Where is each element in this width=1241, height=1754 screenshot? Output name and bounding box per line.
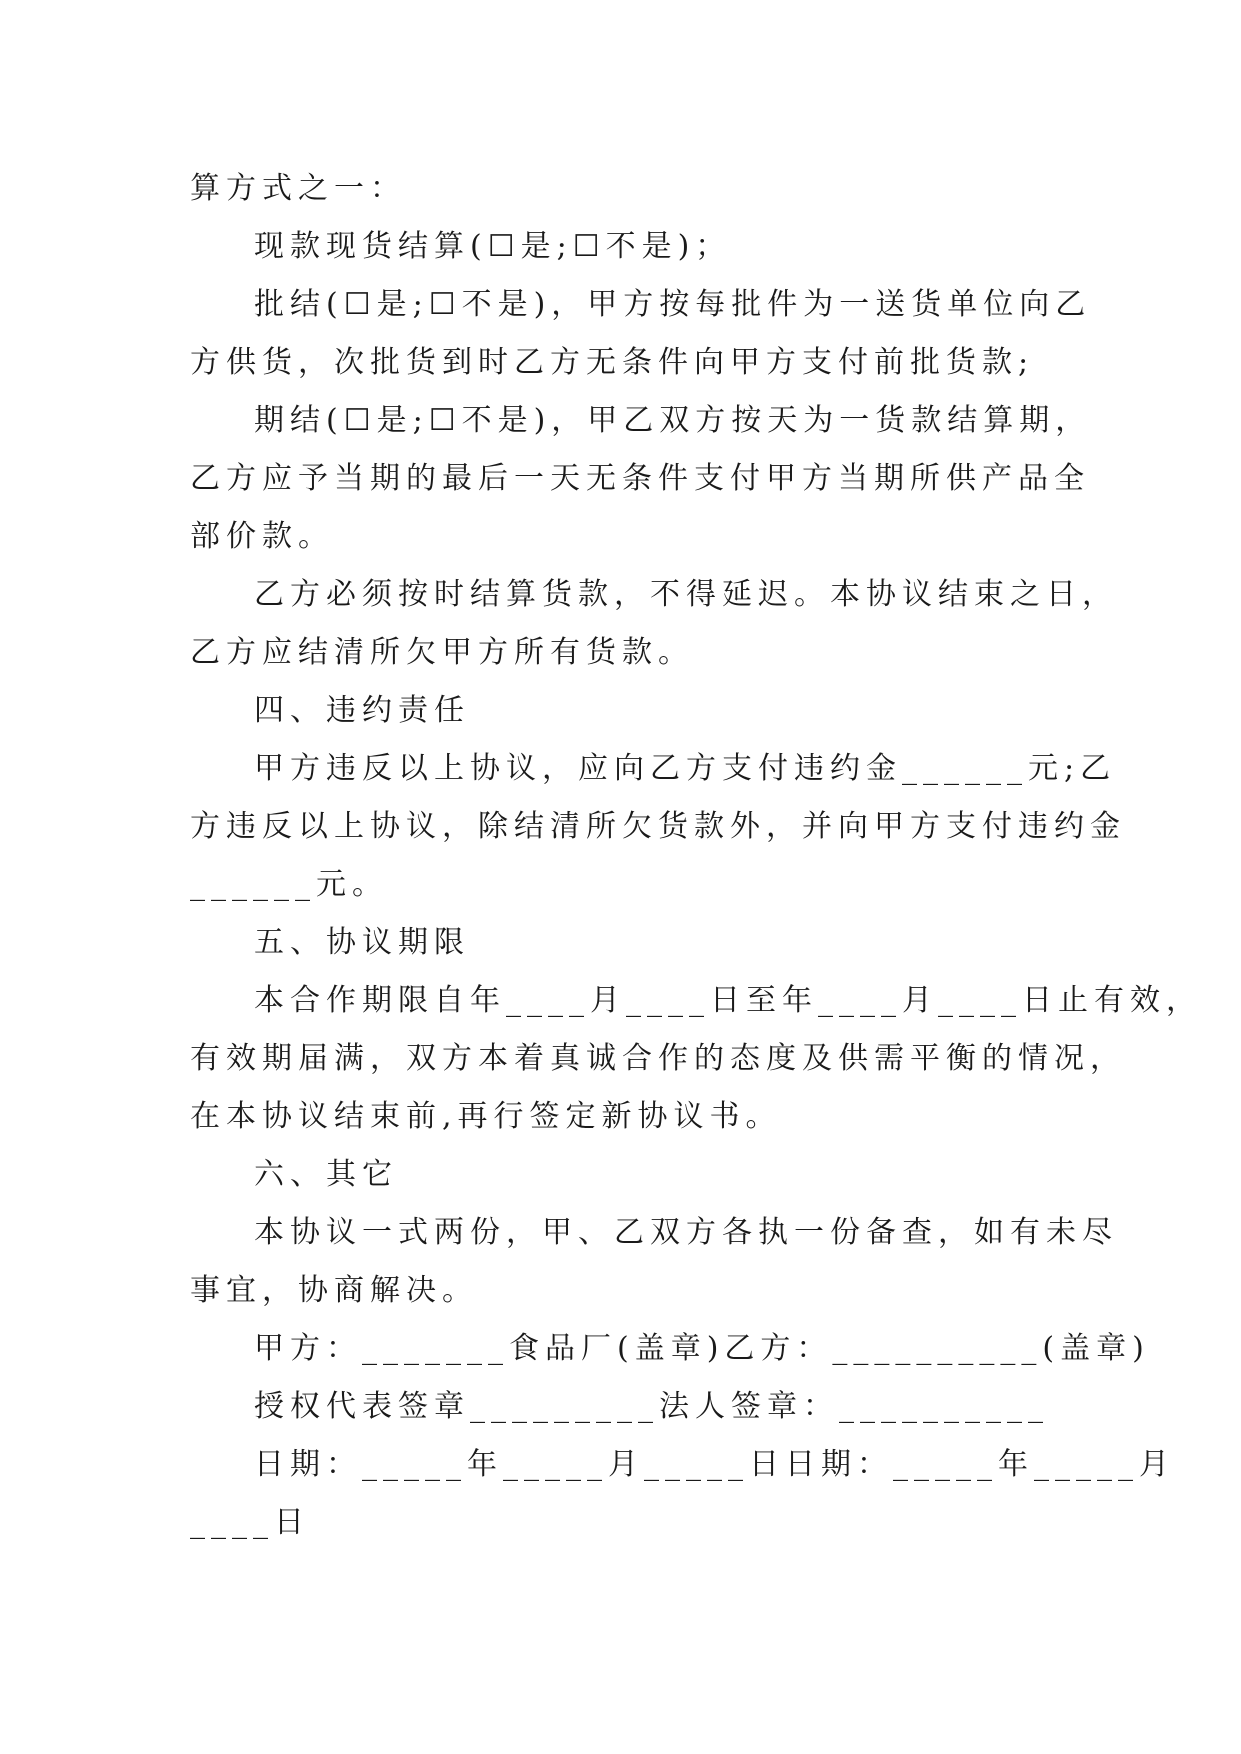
line-9: 乙方应结清所欠甲方所有货款。 bbox=[190, 635, 694, 670]
line-6: 乙方应予当期的最后一天无条件支付甲方当期所供产品全 bbox=[190, 461, 1090, 496]
section-heading-term: 五、协议期限 bbox=[254, 925, 470, 960]
line-8: 乙方必须按时结算货款，不得延迟。本协议结束之日， bbox=[254, 577, 1118, 612]
line-13: ______元。 bbox=[190, 867, 388, 902]
line-1: 算方式之一： bbox=[190, 171, 406, 206]
signature-parties-line: 甲方：_______食品厂(盖章)乙方：__________(盖章) bbox=[254, 1331, 1150, 1366]
line-16: 有效期届满，双方本着真诚合作的态度及供需平衡的情况， bbox=[190, 1041, 1126, 1076]
document-page bbox=[190, 160, 1202, 1552]
line-19: 本协议一式两份，甲、乙双方各执一份备查，如有未尽 bbox=[254, 1215, 1118, 1250]
line-11: 甲方违反以上协议，应向乙方支付违约金______元;乙 bbox=[254, 751, 1117, 786]
line-2: 现款现货结算(☐是;☐不是)； bbox=[254, 229, 732, 264]
line-17: 在本协议结束前,再行签定新协议书。 bbox=[190, 1099, 782, 1134]
line-4: 方供货，次批货到时乙方无条件向甲方支付前批货款; bbox=[190, 345, 1035, 380]
line-5: 期结(☐是;☐不是)，甲乙双方按天为一货款结算期， bbox=[254, 403, 1092, 438]
section-heading-other: 六、其它 bbox=[254, 1157, 398, 1192]
line-12: 方违反以上协议，除结清所欠货款外，并向甲方支付违约金 bbox=[190, 809, 1126, 844]
signature-representatives-line: 授权代表签章_________法人签章：__________ bbox=[254, 1389, 1049, 1424]
line-15: 本合作期限自年____月____日至年____月____日止有效， bbox=[254, 983, 1202, 1018]
line-3: 批结(☐是;☐不是)，甲方按每批件为一送货单位向乙 bbox=[254, 287, 1092, 322]
signature-dates-line: 日期：_____年_____月_____日日期：_____年_____月 bbox=[254, 1447, 1175, 1482]
line-20: 事宜，协商解决。 bbox=[190, 1273, 478, 1308]
signature-dates-line-end: ____日 bbox=[190, 1505, 310, 1540]
line-7: 部价款。 bbox=[190, 519, 334, 554]
section-heading-breach: 四、违约责任 bbox=[254, 693, 470, 728]
